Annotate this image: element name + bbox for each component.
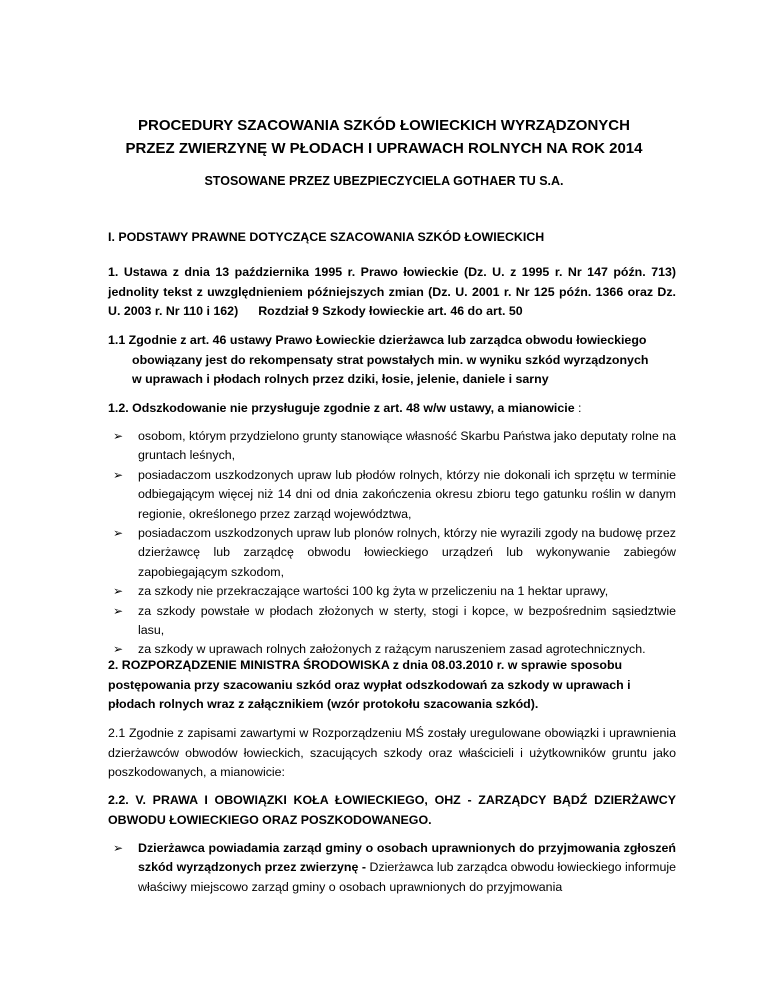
arrow-bullet-icon: ➢	[113, 584, 124, 599]
paragraph-1-2-text: 1.2. Odszkodowanie nie przysługuje zgodnie z art. 48 w/w ustawy, a mianowicie	[108, 401, 575, 415]
list-item-text: za szkody powstałe w płodach złożonych w sterty, stogi i kopce, w bezpośrednim sąsiedztwie lasu,	[138, 603, 676, 638]
duties-list	[108, 839, 676, 897]
arrow-bullet-icon: ➢	[113, 467, 124, 482]
list-item	[108, 602, 676, 641]
paragraph-1-chapter: Rozdział 9 Szkody łowieckie art. 46 do art. 50	[258, 304, 523, 319]
arrow-bullet-icon: ➢	[113, 526, 124, 541]
list-item-text: posiadaczom uszkodzonych upraw lub płodów rolnych, którzy nie dokonali ich sprzętu w terminie odbiegającym więcej niż 14 dni od dnia zakończenia okresu zbioru tego gatunku roślin w danym regionie, określonego przez zarząd województwa,	[138, 467, 676, 521]
paragraph-1-2	[108, 399, 676, 419]
paragraph-2-2: 2.2. V. PRAWA I OBOWIĄZKI KOŁA ŁOWIECKIEGO, OHZ - ZARZĄDCY BĄDŹ DZIERŻAWCY OBWODU ŁOWIECKIEGO ORAZ POSZKODOWANEGO.	[108, 793, 676, 827]
paragraph-1	[108, 263, 676, 322]
title-line-1: PROCEDURY SZACOWANIA SZKÓD ŁOWIECKICH WYRZĄDZONYCH	[138, 117, 630, 134]
list-item	[108, 839, 676, 897]
list-item-text: za szkody nie przekraczające wartości 100 kg żyta w przeliczeniu na 1 hektar uprawy,	[138, 584, 609, 599]
arrow-bullet-icon: ➢	[113, 841, 124, 855]
paragraph-1-1-line-2: obowiązany jest do rekompensaty strat powstałych min. w wyniku szkód wyrządzonych	[132, 352, 649, 367]
arrow-bullet-icon: ➢	[113, 642, 124, 657]
list-item-text: posiadaczom uszkodzonych upraw lub plonów rolnych, którzy nie wyrazili zgody na budowę przez dzierżawcę lub zarządcę obwodu łowieckiego urządzeń lub wykonywanie zabiegów zapobiegającym szkodom,	[138, 526, 676, 579]
arrow-bullet-icon: ➢	[113, 603, 124, 618]
exclusions-list	[108, 427, 676, 660]
document-subtitle: STOSOWANE PRZEZ UBEZPIECZYCIELA GOTHAER TU S.A.	[204, 174, 564, 188]
section-1-heading: I. PODSTAWY PRAWNE DOTYCZĄCE SZACOWANIA SZKÓD ŁOWIECKICH	[108, 230, 545, 244]
document-title	[0, 114, 768, 160]
paragraph-1-text: 1. Ustawa z dnia 13 października 1995 r. Prawo łowieckie (Dz. U. z 1995 r. Nr 147 późn. 713) jednolity tekst z uwzględnieniem późniejszych zmian (Dz. U. 2001 r. Nr 125 późn. 1366 oraz Dz. U. 2003 r. Nr 110 i 162)	[108, 265, 676, 319]
list-item-text: za szkody w uprawach rolnych założonych z rażącym naruszeniem zasad agrotechnicznych.	[138, 642, 646, 657]
title-line-2: PRZEZ ZWIERZYNĘ W PŁODACH I UPRAWACH ROLNYCH NA ROK 2014	[125, 140, 643, 157]
list-item	[108, 466, 676, 524]
arrow-bullet-icon: ➢	[113, 429, 124, 443]
paragraph-1-1-line-3: w uprawach i płodach rolnych przez dziki, łosie, jelenie, daniele i sarny	[132, 372, 549, 387]
list-item	[108, 427, 676, 466]
list-item-text: Dzierżawca lub zarządca obwodu łowieckiego informuje właściwy miejscowo zarząd gminy o osobach uprawnionych do przyjmowania	[138, 860, 676, 894]
paragraph-1-1-line-1: 1.1 Zgodnie z art. 46 ustawy Prawo Łowieckie dzierżawca lub zarządca obwodu łowieckiego	[108, 333, 647, 347]
paragraph-1-2-colon: :	[574, 401, 582, 415]
list-item	[108, 582, 676, 601]
section-2-heading: 2. ROZPORZĄDZENIE MINISTRA ŚRODOWISKA z dnia 08.03.2010 r. w sprawie sposobu postępowania przy szacowaniu szkód oraz wypłat odszkodowań za szkody w uprawach i płodach rolnych wraz z załącznikiem (wzór protokołu szacowania szkód).	[108, 658, 631, 712]
list-item	[108, 524, 676, 582]
paragraph-2-1: 2.1 Zgodnie z zapisami zawartymi w Rozporządzeniu MŚ zostały uregulowane obowiązki i uprawnienia dzierżawców obwodów łowieckich, szacujących szkody oraz właścicieli i użytkowników gruntu jako poszkodowanych, a mianowicie:	[108, 726, 676, 780]
list-item-text: osobom, którym przydzielono grunty stanowiące własność Skarbu Państwa jako deputaty rolne na gruntach leśnych,	[138, 429, 676, 463]
list-item-bold-text: Dzierżawca powiadamia zarząd gminy o osobach uprawnionych do przyjmowania zgłoszeń szkód wyrządzonych przez zwierzynę -	[138, 841, 676, 875]
paragraph-1-1	[108, 331, 676, 390]
